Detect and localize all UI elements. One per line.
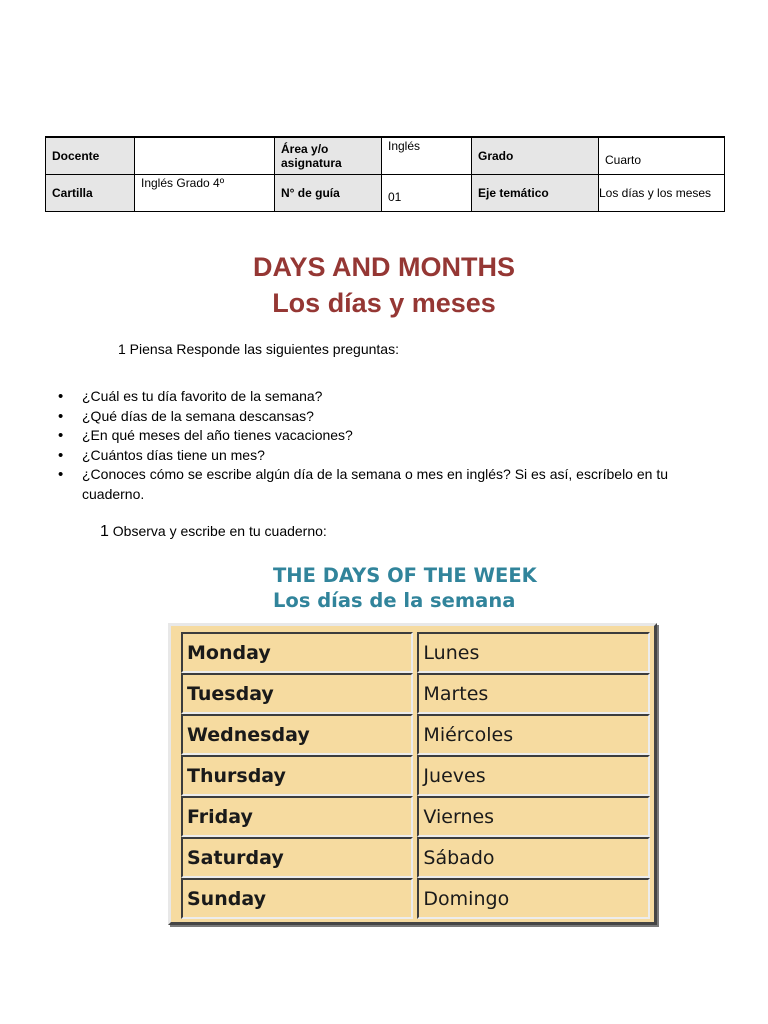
day-spanish: Viernes [417,796,650,837]
days-table [177,632,654,919]
week-title-spanish: Los días de la semana [273,589,516,612]
question-item: • ¿Qué días de la semana descansas? [58,407,708,427]
week-title-english: THE DAYS OF THE WEEK [273,564,537,587]
instruction-number: 1 [100,523,109,540]
question-item: • ¿Cuántos días tiene un mes? [58,446,708,466]
day-english: Monday [181,632,413,673]
info-table [45,136,725,212]
day-row [181,632,650,673]
day-spanish: Domingo [417,878,650,919]
grado-label: Grado [472,137,599,175]
cartilla-label: Cartilla [46,175,135,212]
day-english: Tuesday [181,673,413,714]
question-list [58,387,708,504]
day-english: Thursday [181,755,413,796]
day-row [181,878,650,919]
grado-value: Cuarto [599,137,725,175]
day-row [181,796,650,837]
day-english: Saturday [181,837,413,878]
days-table-frame [168,623,657,925]
docente-value [135,137,275,175]
day-row [181,837,650,878]
instruction-observe [100,523,327,541]
guia-value: 01 [382,175,472,212]
eje-value: Los días y los meses [599,175,725,212]
day-spanish: Martes [417,673,650,714]
day-row [181,673,650,714]
day-spanish: Jueves [417,755,650,796]
cartilla-value: Inglés Grado 4º [135,175,275,212]
guia-label: N° de guía [275,175,382,212]
day-row [181,755,650,796]
day-spanish: Lunes [417,632,650,673]
question-item: • ¿En qué meses del año tienes vacaciones? [58,426,708,446]
instruction-text: Observa y escribe en tu cuaderno: [112,523,327,539]
info-row-2 [46,175,725,212]
question-item: • ¿Conoces cómo se escribe algún día de la semana o mes en inglés? Si es así, escríbelo en tu cuaderno. [58,465,708,504]
day-english: Wednesday [181,714,413,755]
day-english: Sunday [181,878,413,919]
info-row-1 [46,137,725,175]
area-label: Área y/o asignatura [275,137,382,175]
day-spanish: Sábado [417,837,650,878]
title-english: DAYS AND MONTHS [252,252,516,282]
question-item: • ¿Cuál es tu día favorito de la semana? [58,387,708,407]
day-spanish: Miércoles [417,714,650,755]
docente-label: Docente [46,137,135,175]
instruction-think: 1 Piensa Responde las siguientes preguntas: [118,341,399,357]
day-english: Friday [181,796,413,837]
area-value: Inglés [382,137,472,175]
title-spanish: Los días y meses [272,288,496,318]
eje-label: Eje temático [472,175,599,212]
day-row [181,714,650,755]
